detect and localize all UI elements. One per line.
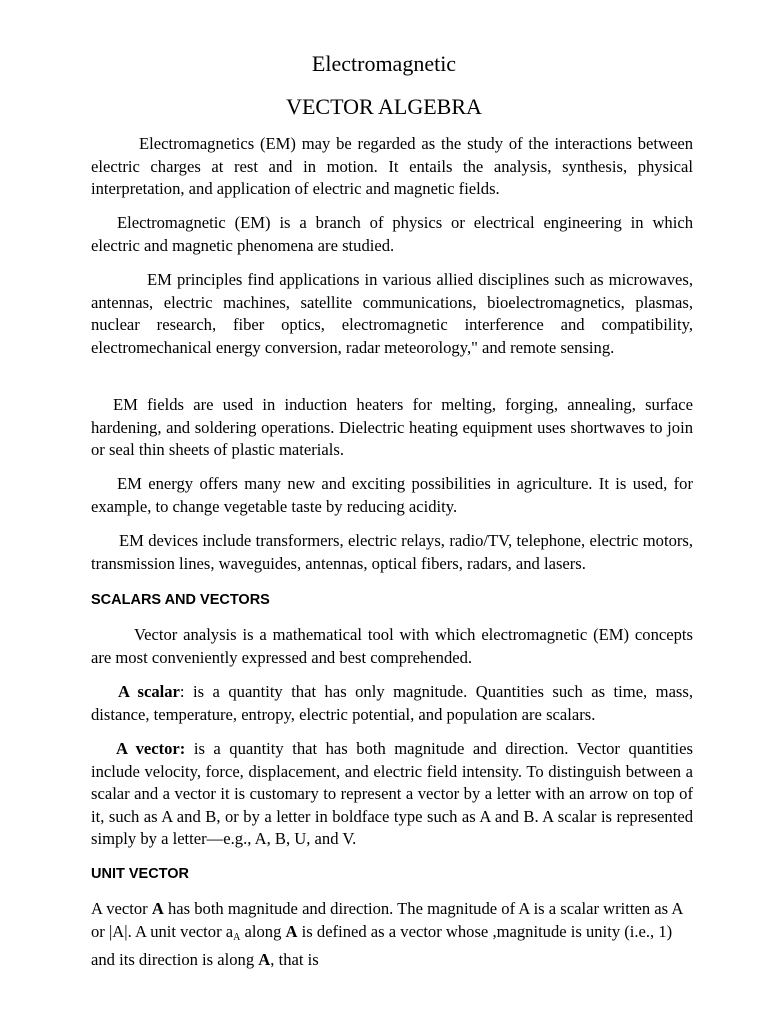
paragraph-em-definition: Electromagnetics (EM) may be regarded as the study of the interactions between electric charges at rest and in motion. It entails the analysis, synthesis, physical interpretation, and application of electric and magnetic fields. [91,134,693,199]
unit-bold-a-2: A [285,921,298,941]
section-heading-unit-vector: UNIT VECTOR [91,866,190,882]
unit-bold-a-3: A [258,950,271,970]
unit-text-1: A vector [91,899,152,918]
paragraph-em-devices: EM devices include transformers, electric relays, radio/TV, telephone, electric motors, transmission lines, waveguides, antennas, optical fibers, radars, and lasers. [91,531,693,573]
unit-text-3: along [240,921,286,941]
document-title: Electromagnetic [311,51,457,76]
paragraph-vector-analysis: Vector analysis is a mathematical tool with which electromagnetic (EM) concepts are most conveniently expressed and best comprehended. [91,625,693,667]
document-subtitle: VECTOR ALGEBRA [286,94,482,119]
vector-term: A vector: [116,739,186,758]
paragraph-em-fields: EM fields are used in induction heaters for melting, forging, annealing, surface hardening, and soldering operations. Dielectric heating equipment uses shortwaves to join or seal thin sheets of plastic materials. [91,395,693,460]
paragraph-em-energy: EM energy offers many new and exciting possibilities in agriculture. It is used, for example, to change vegetable taste by reducing acidity. [91,474,693,516]
paragraph-em-branch: Electromagnetic (EM) is a branch of physics or electrical engineering in which electric and magnetic phenomena are studied. [91,213,693,255]
section-heading-scalars-vectors: SCALARS AND VECTORS [91,592,270,608]
paragraph-unit-vector [91,898,693,972]
paragraph-em-applications: EM principles find applications in various allied disciplines such as microwaves, antennas, electric machines, satellite communications, bioelectromagnetics, plasmas, nuclear research, fiber optics, electromagnetic interference and compatibility, electromechanical energy conversion, radar meteorology," and remote sensing. [91,270,693,357]
paragraph-scalar-definition [91,681,693,726]
unit-bold-a-1: A [151,899,164,918]
scalar-term: A scalar [118,682,180,701]
unit-text-2: has both magnitude and direction. The magnitude of A is a scalar written as A or |A|. A unit vector a [91,899,683,941]
unit-text-4: is defined as a vector whose ,magnitude is unity (i.e., 1) and its direction is along [91,921,673,970]
unit-subscript: A [233,931,241,943]
paragraph-vector-definition [91,738,693,851]
unit-text-5: , that is [270,950,319,970]
scalar-text: : is a quantity that has only magnitude. Quantities such as time, mass, distance, temperature, entropy, electric potential, and population are scalars. [91,682,693,724]
vector-text: is a quantity that has both magnitude and direction. Vector quantities include velocity, force, displacement, and electric field intensity. To distinguish between a scalar and a vector it is customary to represent a vector by a letter with an arrow on top of it, such as A and B, or by a letter in boldface type such as A and B. A scalar is represented simply by a letter—e.g., A, B, U, and V. [91,739,693,849]
